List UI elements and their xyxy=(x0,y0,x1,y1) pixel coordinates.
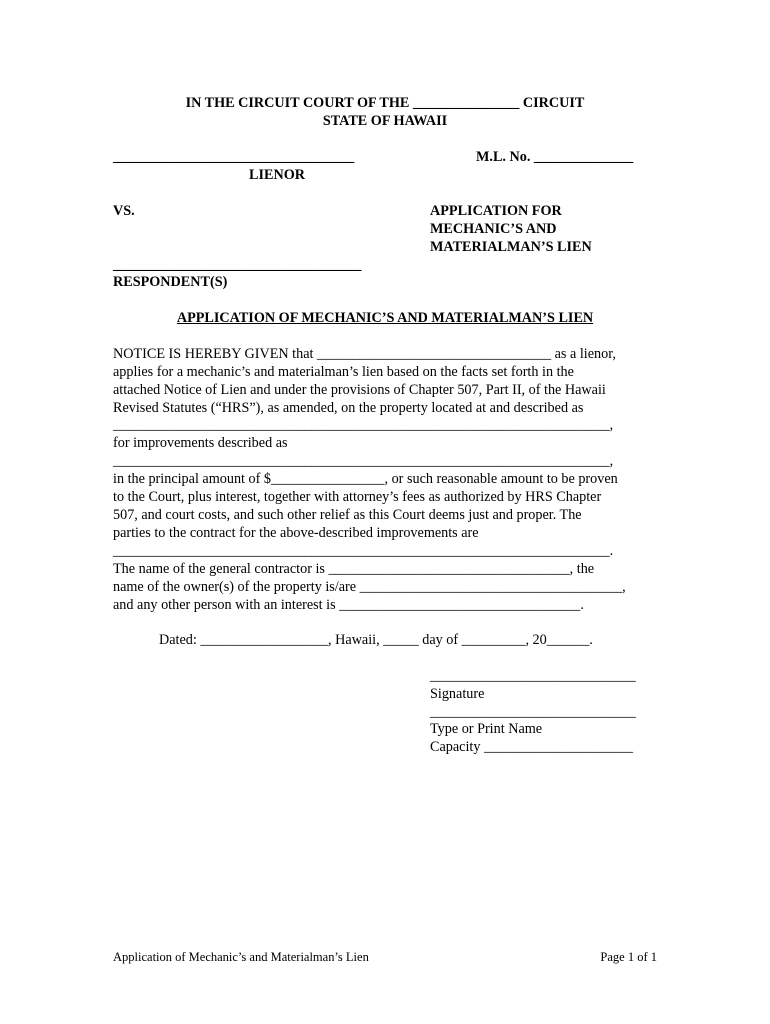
lienor-label: LIENOR xyxy=(249,167,305,183)
property-description-blank: ______________________________________________________________________, xyxy=(113,417,614,433)
document-heading: APPLICATION OF MECHANIC’S AND MATERIALMAN’S LIEN xyxy=(176,310,594,326)
ml-number: M.L. No. ______________ xyxy=(476,149,634,165)
state-line: STATE OF HAWAII xyxy=(322,113,448,129)
body-line: and any other person with an interest is __________________________________. xyxy=(113,597,584,613)
signature-blank: _____________________________ xyxy=(430,668,636,684)
body-line: in the principal amount of $________________, or such reasonable amount to be proven xyxy=(113,471,618,487)
capacity-line: Capacity _____________________ xyxy=(430,739,633,755)
respondent-label: RESPONDENT(S) xyxy=(113,274,228,290)
body-line: to the Court, plus interest, together with attorney’s fees as authorized by HRS Chapter xyxy=(113,489,602,505)
body-line: applies for a mechanic’s and materialman’s lien based on the facts set forth in the xyxy=(113,364,574,380)
body-line: Revised Statutes (“HRS”), as amended, on the property located at and described as xyxy=(113,400,584,416)
application-title-line-2: MECHANIC’S AND xyxy=(430,221,557,237)
body-line: The name of the general contractor is __________________________________, the xyxy=(113,561,595,577)
print-name-blank: _____________________________ xyxy=(430,704,636,720)
print-name-label: Type or Print Name xyxy=(430,721,543,737)
body-line: parties to the contract for the above-described improvements are xyxy=(113,525,479,541)
footer-page-number: Page 1 of 1 xyxy=(600,950,657,964)
vs-label: VS. xyxy=(113,203,135,219)
body-line: name of the owner(s) of the property is/are _____________________________________, xyxy=(113,579,626,595)
improvements-description-blank: ______________________________________________________________________, xyxy=(113,453,614,469)
application-title-line-3: MATERIALMAN’S LIEN xyxy=(430,239,592,255)
body-line: attached Notice of Lien and under the provisions of Chapter 507, Part II, of the Hawaii xyxy=(113,382,606,398)
body-line: 507, and court costs, and such other relief as this Court deems just and proper. The xyxy=(113,507,582,523)
body-line: NOTICE IS HEREBY GIVEN that _________________________________ as a lienor, xyxy=(113,346,616,362)
application-title-line-1: APPLICATION FOR xyxy=(430,203,562,219)
dated-line: Dated: __________________, Hawaii, _____ day of _________, 20______. xyxy=(159,632,593,648)
respondent-blank: ___________________________________ xyxy=(113,257,362,273)
court-line: IN THE CIRCUIT COURT OF THE _______________ CIRCUIT xyxy=(185,95,585,111)
lienor-blank: __________________________________ xyxy=(113,149,355,165)
footer-title: Application of Mechanic’s and Materialman’s Lien xyxy=(113,950,369,964)
body-line: for improvements described as xyxy=(113,435,288,451)
contract-parties-blank: ______________________________________________________________________. xyxy=(113,543,614,559)
signature-label: Signature xyxy=(430,686,485,702)
